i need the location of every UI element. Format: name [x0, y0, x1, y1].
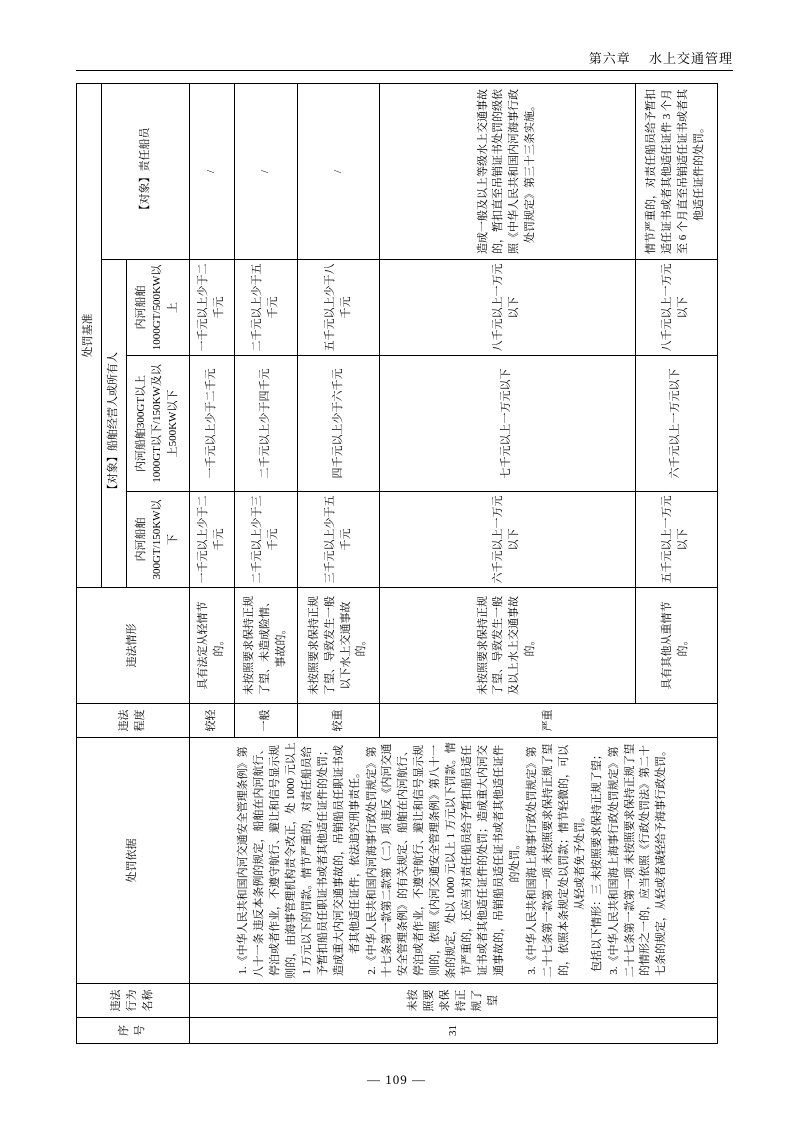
- th-col-1000-500: 内河船舶1000GT/500KW以上: [127, 260, 190, 356]
- cell-penalty-small: 三千元以上少于五千元: [297, 492, 379, 588]
- cell-penalty-large: 二千元以上少于五千元: [234, 260, 297, 356]
- header-chapter: 第六章: [588, 51, 631, 66]
- th-seq: 序号: [77, 1018, 190, 1044]
- cell-circumstance: 未按照要求保持正规了望、导致发生一般及以上水上交通事故的。: [380, 588, 635, 704]
- cell-degree: 严重: [380, 704, 718, 738]
- page-header: [589, 48, 733, 67]
- cell-penalty-mid: 六千元以上一万元以下: [635, 356, 717, 492]
- cell-penalty-large: 八千元以上一万元以下: [635, 260, 717, 356]
- table-row: [190, 84, 234, 1044]
- cell-crew-penalty: /: [190, 84, 234, 260]
- cell-penalty-small: 六千元以上一万元以下: [380, 492, 635, 588]
- cell-degree: 较轻: [190, 704, 234, 738]
- cell-penalty-small: 二千元以上少于三千元: [234, 492, 297, 588]
- th-basis: 处罚依据: [77, 738, 190, 984]
- th-penalty-standard: 处罚基准: [77, 84, 102, 588]
- cell-circumstance: 未按照要求保持正规了望、未造成险情、事故的。: [234, 588, 297, 704]
- cell-penalty-mid: 一千元以上少于二千元: [190, 356, 234, 492]
- table-header-row-1: [77, 84, 102, 1044]
- header-rule: [76, 70, 733, 71]
- th-col-300-150: 内河船舶300GT/150KW以下: [127, 492, 190, 588]
- cell-penalty-large: 一千元以上少于二千元: [190, 260, 234, 356]
- rotated-table-wrapper: [76, 84, 718, 1044]
- th-act-name: 违法行为名称: [77, 984, 190, 1018]
- cell-degree: 较重: [297, 704, 379, 738]
- th-degree: 违法程度: [77, 704, 190, 738]
- cell-crew-penalty: 情节严重的，对责任船员给予暂扣适任证书或者其他适任证件 3 个月至 6 个月直至吊销适任证书或者其他适任证件的处罚。: [635, 84, 717, 260]
- th-target-crew: 【对象】责任船员: [102, 84, 190, 260]
- cell-crew-penalty: 造成一般及以上等级水上交通事故的，暂扣直至吊销证书处罚的级依照《中华人民共和国内河海事行政处罚规定》第三十三条实施。: [380, 84, 635, 260]
- cell-crew-penalty: /: [234, 84, 297, 260]
- cell-basis: [190, 738, 718, 984]
- cell-seq: 31: [190, 1018, 718, 1044]
- cell-degree: 一般: [234, 704, 297, 738]
- basis-para-5: 3.《中华人民共和国海上海事行政处罚规定》第二十七条第一款第一项 未按照要求保持正规了望的情形之一的，应当依照《行政处罚法》第二十七条的规定，从轻或者减轻给予海事行政处罚。: [607, 743, 668, 978]
- page-footer: — 109 —: [367, 1072, 426, 1087]
- basis-para-4: 包括以下情形：三 未按照要求保持正规了望；: [590, 749, 603, 972]
- basis-para-1: 1.《中华人民共和国内河交通安全管理条例》第八十一条 违反本条例的规定，船舶在内河航行、停泊或者作业，不遵守航行、避让和信号显示规则的，由海事管理机构责令改正，处 1000 元以上 1 万元以下的罚款。情节严重的，对责任船员给予暂扣船员任职证书或者其他适任证件的处罚；造成重大内河交通事故的，吊销船员任职证书或者其他适任证件，依法追究刑事责任。: [237, 742, 361, 979]
- cell-penalty-large: 五千元以上少于八千元: [297, 260, 379, 356]
- header-title: 水上交通管理: [648, 51, 733, 66]
- cell-circumstance: 未按照要求保持正规了望、导致发生一般以下水上交通事故的。: [297, 588, 379, 704]
- cell-penalty-mid: 四千元以上少于六千元: [297, 356, 379, 492]
- basis-para-2: 2.《中华人民共和国内河海事行政处罚规定》第十七条第一款第二款第（二）项 违反《内河交通安全管理条例》的有关规定、船舶在内河航行、停泊或者作业，不遵守航行、避让和信号显示规则的，依照《内河交通安全管理条例》第八十一条的规定，处以 1000 元以上 1 万元以下罚款。情节严重的，还应当对责任船员给予暂扣船员适任证书或者其他适任证件的处罚；造成重大内河交通事故的，吊销船员适任证书或者其他适任证件的处罚。: [365, 742, 521, 979]
- th-circumstance: 违法情形: [77, 588, 190, 704]
- cell-penalty-small: 五千元以上一万元以下: [635, 492, 717, 588]
- basis-para-3: 3.《中华人民共和国海上海事行政处罚规定》第二十七条第一款第一项 未按照要求保持正规了望的，依照本条规定处以罚款；情节轻微的，可以从轻或者免予处罚。: [525, 743, 586, 978]
- cell-crew-penalty: /: [297, 84, 379, 260]
- cell-penalty-mid: 七千元以上一万元以下: [380, 356, 635, 492]
- cell-circumstance: 具有其他从重情节的。: [635, 588, 717, 704]
- th-col-300-1000: 内河船舶300GT以上1000GT以下/150KW及以上500KW以下: [127, 356, 190, 492]
- cell-penalty-mid: 二千元以上少于四千元: [234, 356, 297, 492]
- cell-penalty-small: 一千元以上少于二千元: [190, 492, 234, 588]
- cell-act-name: 未按照要求保持正规了望: [190, 984, 718, 1018]
- penalty-table: [76, 83, 718, 1044]
- th-target-owner: 【对象】船舶经营人或所有人: [102, 260, 127, 588]
- cell-circumstance: 具有法定从轻情节的。: [190, 588, 234, 704]
- cell-penalty-large: 八千元以上一万元以下: [380, 260, 635, 356]
